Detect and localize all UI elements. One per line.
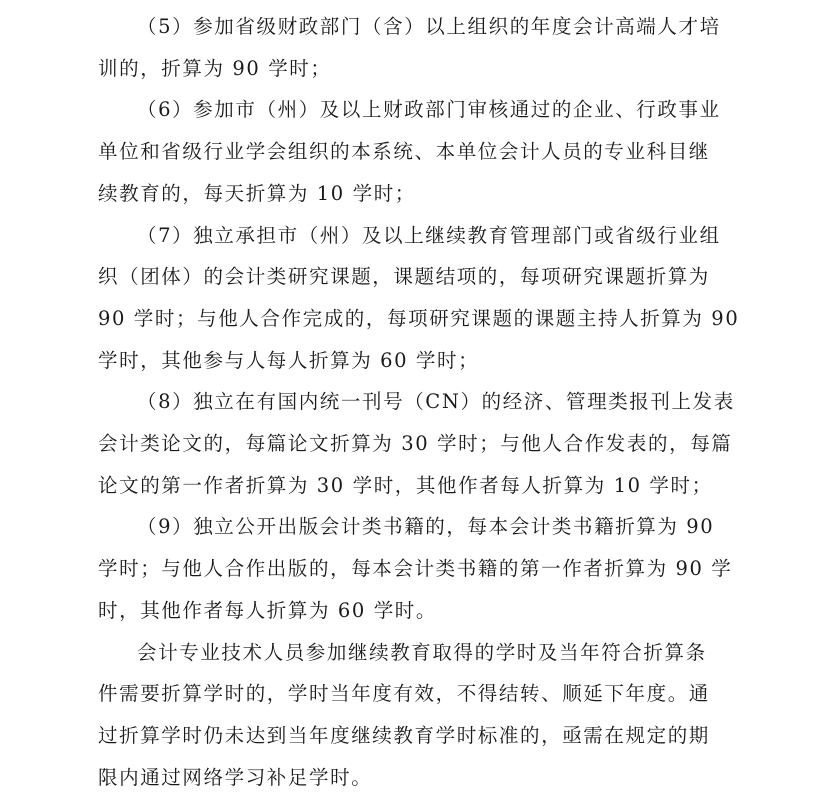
text-line: 学时，其他参与人每人折算为 60 学时； (98, 348, 480, 372)
text-line: 会计专业技术人员参加继续教育取得的学时及当年符合折算条 (137, 640, 707, 664)
text-line: 论文的第一作者折算为 30 学时，其他作者每人折算为 10 学时； (98, 473, 713, 497)
text-line: （5）参加省级财政部门（含）以上组织的年度会计高端人才培 (137, 15, 721, 38)
text-line: 学时；与他人合作出版的，每本会计类书籍的第一作者折算为 90 学 (98, 557, 733, 581)
paragraph-item-6 (98, 89, 743, 214)
text-line: 续教育的，每天折算为 10 学时； (98, 181, 416, 205)
paragraph-item-5 (98, 6, 743, 89)
text-line: 会计类论文的，每篇论文折算为 30 学时；与他人合作发表的，每篇 (98, 432, 733, 456)
paragraph-summary (98, 632, 743, 798)
text-line: 过折算学时仍未达到当年度继续教育学时标准的，亟需在规定的期 (98, 723, 710, 747)
text-line: 单位和省级行业学会组织的本系统、本单位会计人员的专业科目继 (98, 140, 710, 164)
text-line: 训的，折算为 90 学时； (98, 56, 332, 80)
text-line: 织（团体）的会计类研究课题，课题结项的，每项研究课题折算为 (98, 265, 710, 289)
document-page (98, 6, 743, 798)
text-line: 90 学时；与他人合作完成的，每项研究课题的课题主持人折算为 90 (98, 306, 740, 330)
paragraph-item-8 (98, 381, 743, 506)
text-line: 件需要折算学时的，学时当年度有效，不得结转、顺延下年度。通 (98, 682, 710, 706)
text-line: （6）参加市（州）及以上财政部门审核通过的企业、行政事业 (137, 98, 721, 122)
text-line: （7）独立承担市（州）及以上继续教育管理部门或省级行业组 (137, 223, 721, 247)
text-line: （9）独立公开出版会计类书籍的，每本会计类书籍折算为 90 (137, 515, 715, 539)
paragraph-item-9 (98, 506, 743, 631)
paragraph-item-7 (98, 215, 743, 382)
text-line: 时，其他作者每人折算为 60 学时。 (98, 598, 438, 622)
text-line: 限内通过网络学习补足学时。 (98, 765, 373, 789)
text-line: （8）独立在有国内统一刊号（CN）的经济、管理类报刊上发表 (137, 390, 735, 414)
